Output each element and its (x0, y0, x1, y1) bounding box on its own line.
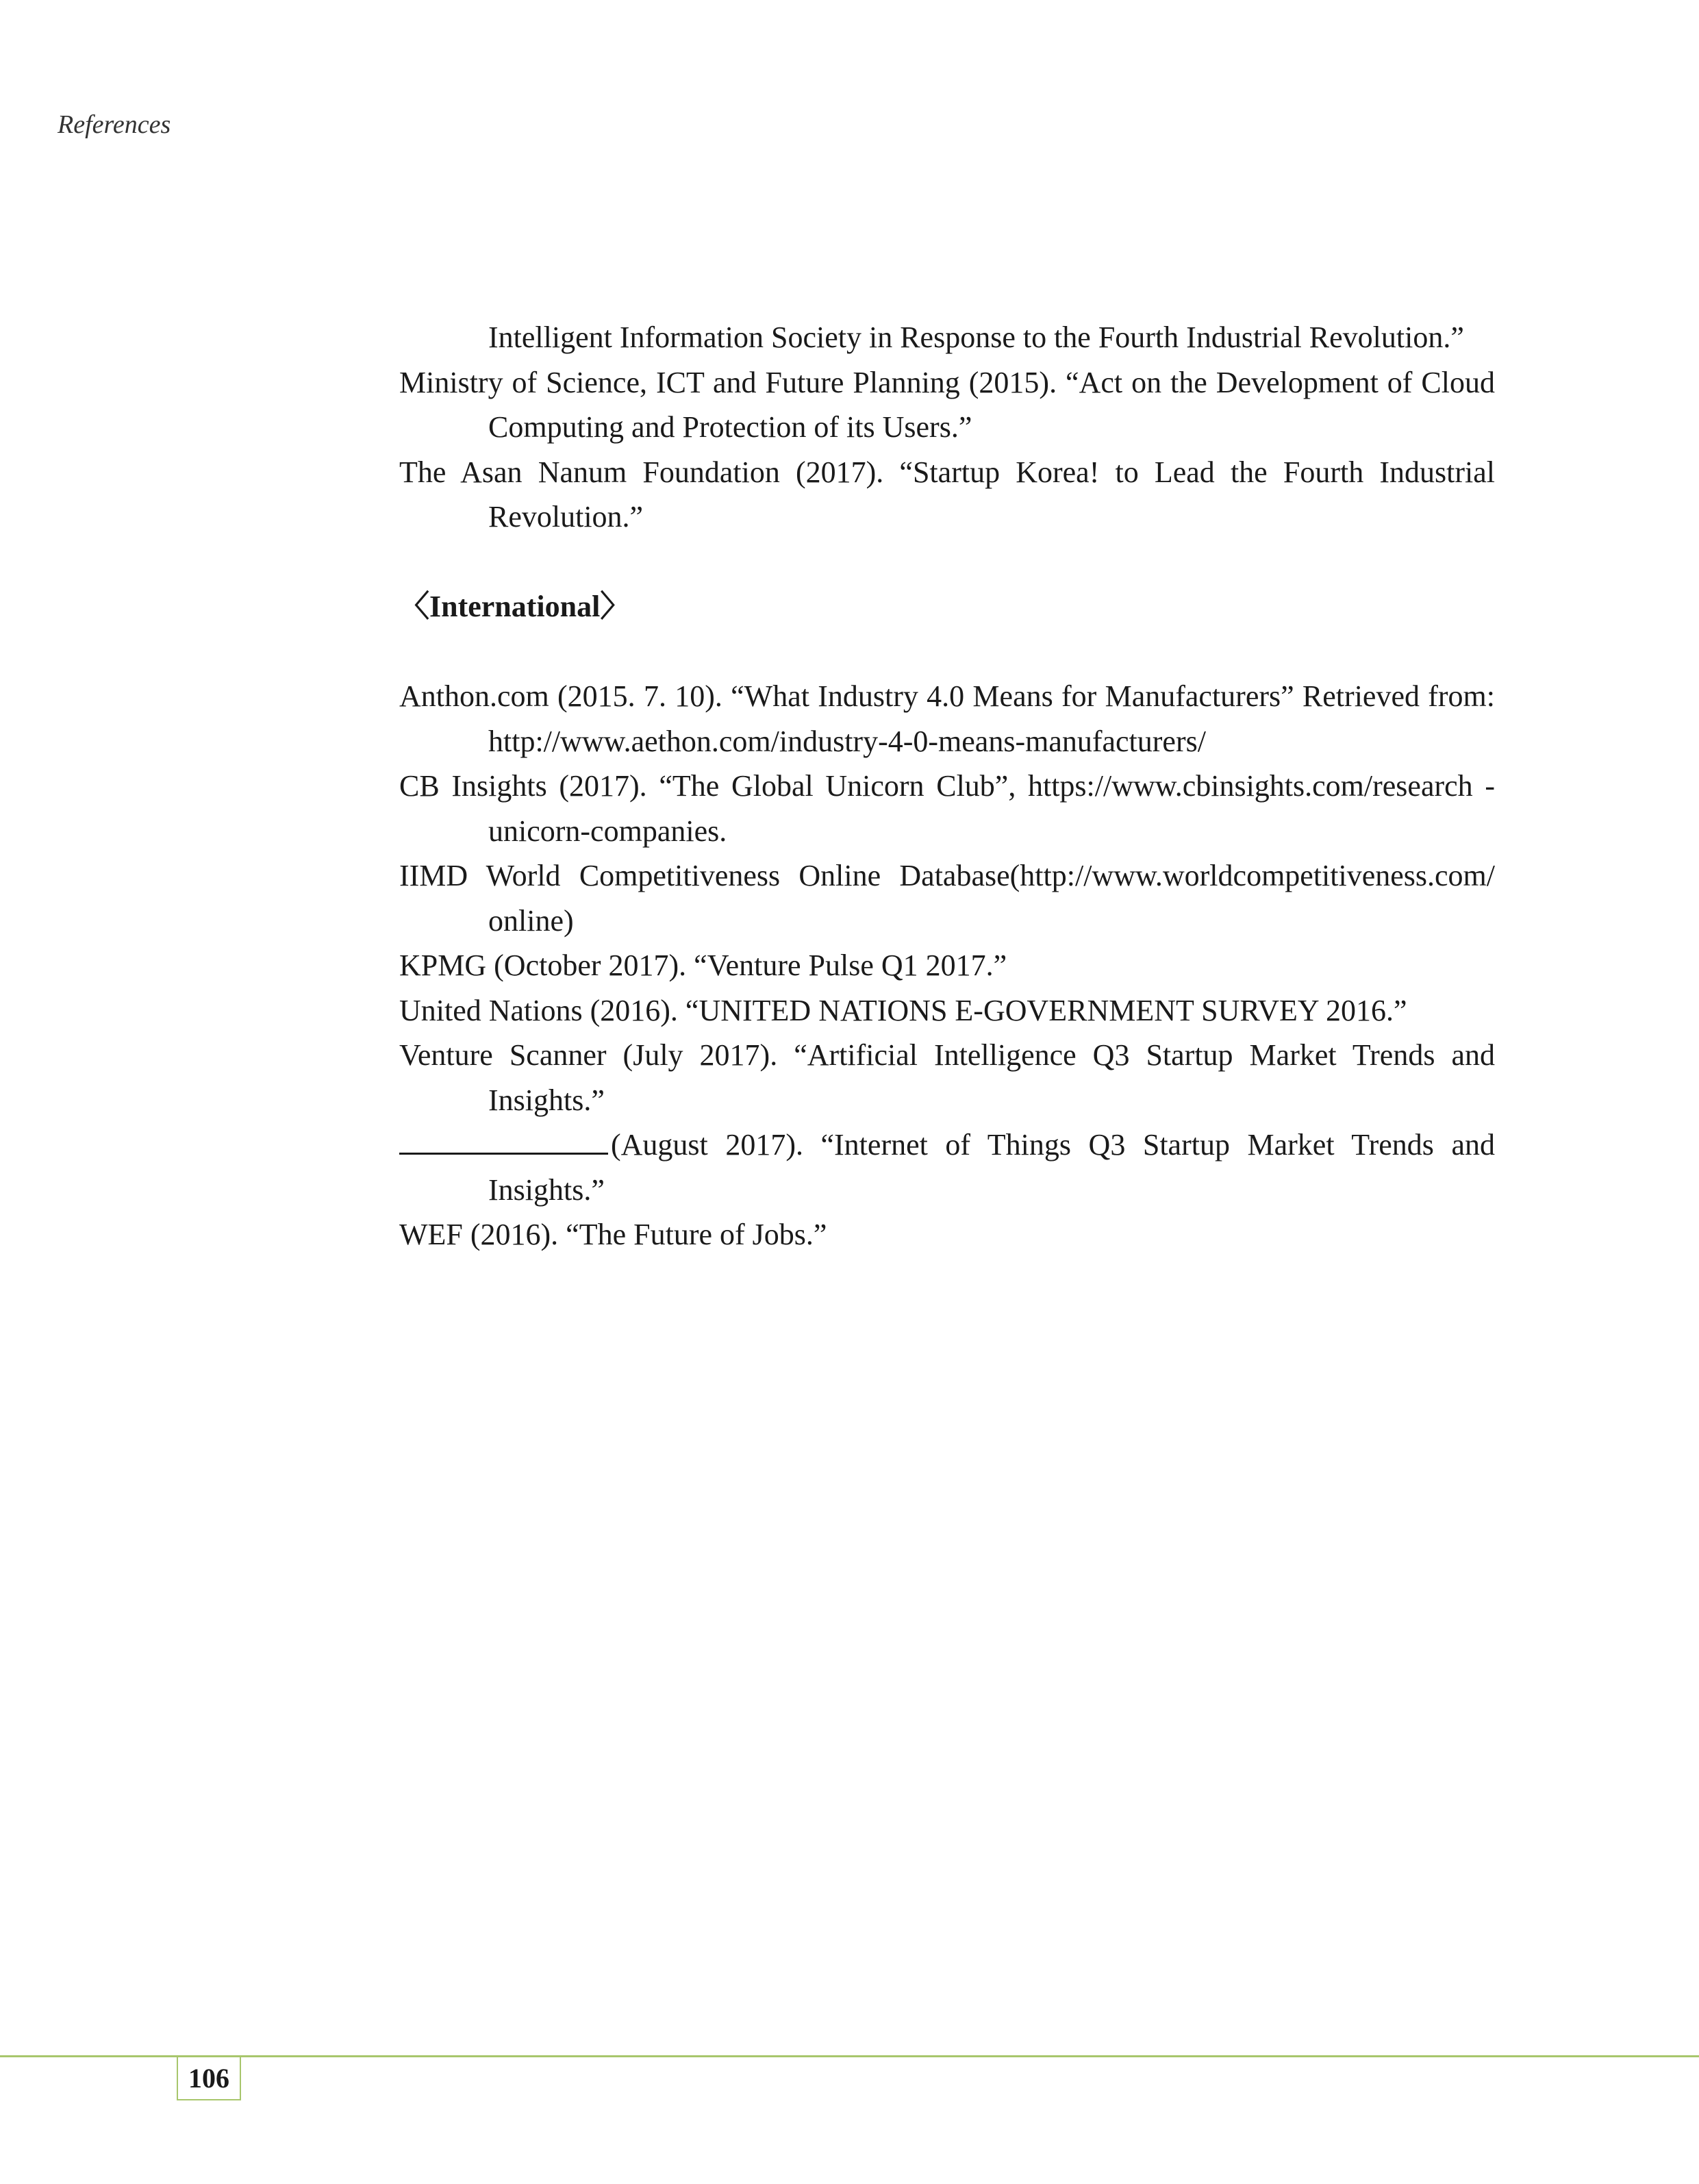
reference-item: IIMD World Competitiveness Online Database(http://www.worldcompetitiveness.com/ online) (399, 859, 1495, 938)
ditto-line (399, 1122, 608, 1155)
references-content (399, 315, 1495, 1257)
reference-continued: Intelligent Information Society in Response to the Fourth Industrial Revolution.” (488, 321, 1464, 354)
reference-ditto-text: (August 2017). “Internet of Things Q3 Startup Market Trends and Insights.” (488, 1128, 1495, 1207)
reference-item: Anthon.com (2015. 7. 10). “What Industry 4.0 Means for Manufacturers” Retrieved from: http://www.aethon.com/industry-4-0-means-manufacturers/ (399, 679, 1495, 758)
reference-item: WEF (2016). “The Future of Jobs.” (399, 1218, 827, 1251)
footer-rule (0, 2055, 1699, 2057)
page-number: 106 (177, 2057, 241, 2100)
reference-item: United Nations (2016). “UNITED NATIONS E-GOVERNMENT SURVEY 2016.” (399, 993, 1407, 1027)
reference-item: Venture Scanner (July 2017). “Artificial Intelligence Q3 Startup Market Trends and Insights.” (399, 1038, 1495, 1117)
reference-item-ditto (399, 1122, 1495, 1212)
reference-item: KPMG (October 2017). “Venture Pulse Q1 2017.” (399, 949, 1007, 982)
reference-item: CB Insights (2017). “The Global Unicorn Club”, https://www.cbinsights.com/research -unicorn-companies. (399, 769, 1495, 848)
reference-item: Ministry of Science, ICT and Future Planning (2015). “Act on the Development of Cloud Computing and Protection of its Users.” (399, 365, 1495, 444)
reference-item: The Asan Nanum Foundation (2017). “Startup Korea! to Lead the Fourth Industrial Revolution.” (399, 455, 1495, 534)
running-head: References (58, 110, 171, 139)
section-title-international: 〈International〉 (399, 590, 631, 623)
